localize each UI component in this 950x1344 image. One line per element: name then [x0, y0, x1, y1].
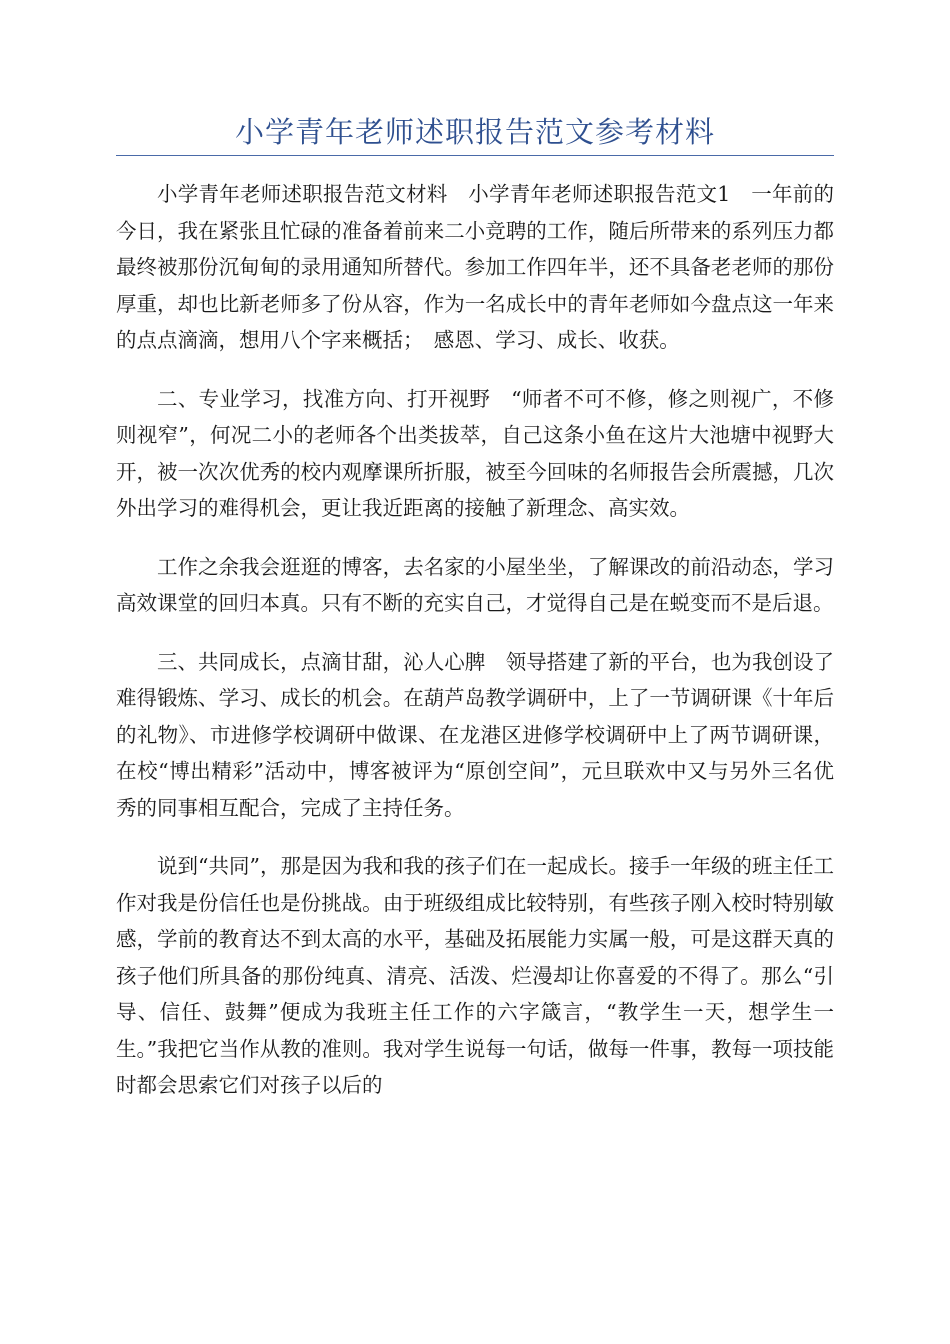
- paragraph-professional-study: 二、专业学习，找准方向、打开视野 “师者不可不修，修之则视广，不修则视窄”，何况二小的老师各个出类拔萃，自己这条小鱼在这片大池塘中视野大开，被一次次优秀的校内观摩课所折服，被至今回味的名师报告会所震撼，几次外出学习的难得机会，更让我近距离的接触了新理念、高实效。: [116, 386, 834, 520]
- document-title: 小学青年老师述职报告范文参考材料: [234, 115, 715, 149]
- paragraph-intro: 小学青年老师述职报告范文材料 小学青年老师述职报告范文1 一年前的今日，我在紧张且忙碌的准备着前来二小竞聘的工作，随后所带来的系列压力都最终被那份沉甸甸的录用通知所替代。参加工作四年半，还不具备老老师的那份厚重，却也比新老师多了份从容，作为一名成长中的青年老师如今盘点这一年来的点点滴滴，想用八个字来概括； 感恩、学习、成长、收获。: [116, 182, 834, 352]
- paragraph-self-improvement: 工作之余我会逛逛的博客，去名家的小屋坐坐，了解课改的前沿动态，学习高效课堂的回归本真。只有不断的充实自己，才觉得自己是在蜕变而不是后退。: [116, 554, 834, 615]
- paragraph-class-teacher: 说到“共同”，那是因为我和我的孩子们在一起成长。接手一年级的班主任工作对我是份信任也是份挑战。由于班级组成比较特别，有些孩子刚入校时特别敏感，学前的教育达不到太高的水平，基础及拓展能力实属一般，可是这群天真的孩子他们所具备的那份纯真、清亮、活泼、烂漫却让你喜爱的不得了。那么“引导、信任、鼓舞”便成为我班主任工作的六字箴言，“教学生一天，想学生一生。”我把它当作从教的准则。我对学生说每一句话，做每一件事，教每一项技能时都会思索它们对孩子以后的: [116, 854, 834, 1097]
- title-underline: [116, 155, 834, 156]
- paragraph-growing-together: 三、共同成长，点滴甘甜，沁人心脾 领导搭建了新的平台，也为我创设了难得锻炼、学习、成长的机会。在葫芦岛教学调研中，上了一节调研课《十年后的礼物》、市进修学校调研中做课、在龙港区进修学校调研中上了两节调研课，在校“博出精彩”活动中，博客被评为“原创空间”，元旦联欢中又与另外三名优秀的同事相互配合，完成了主持任务。: [116, 649, 834, 820]
- document-body: [116, 176, 834, 1126]
